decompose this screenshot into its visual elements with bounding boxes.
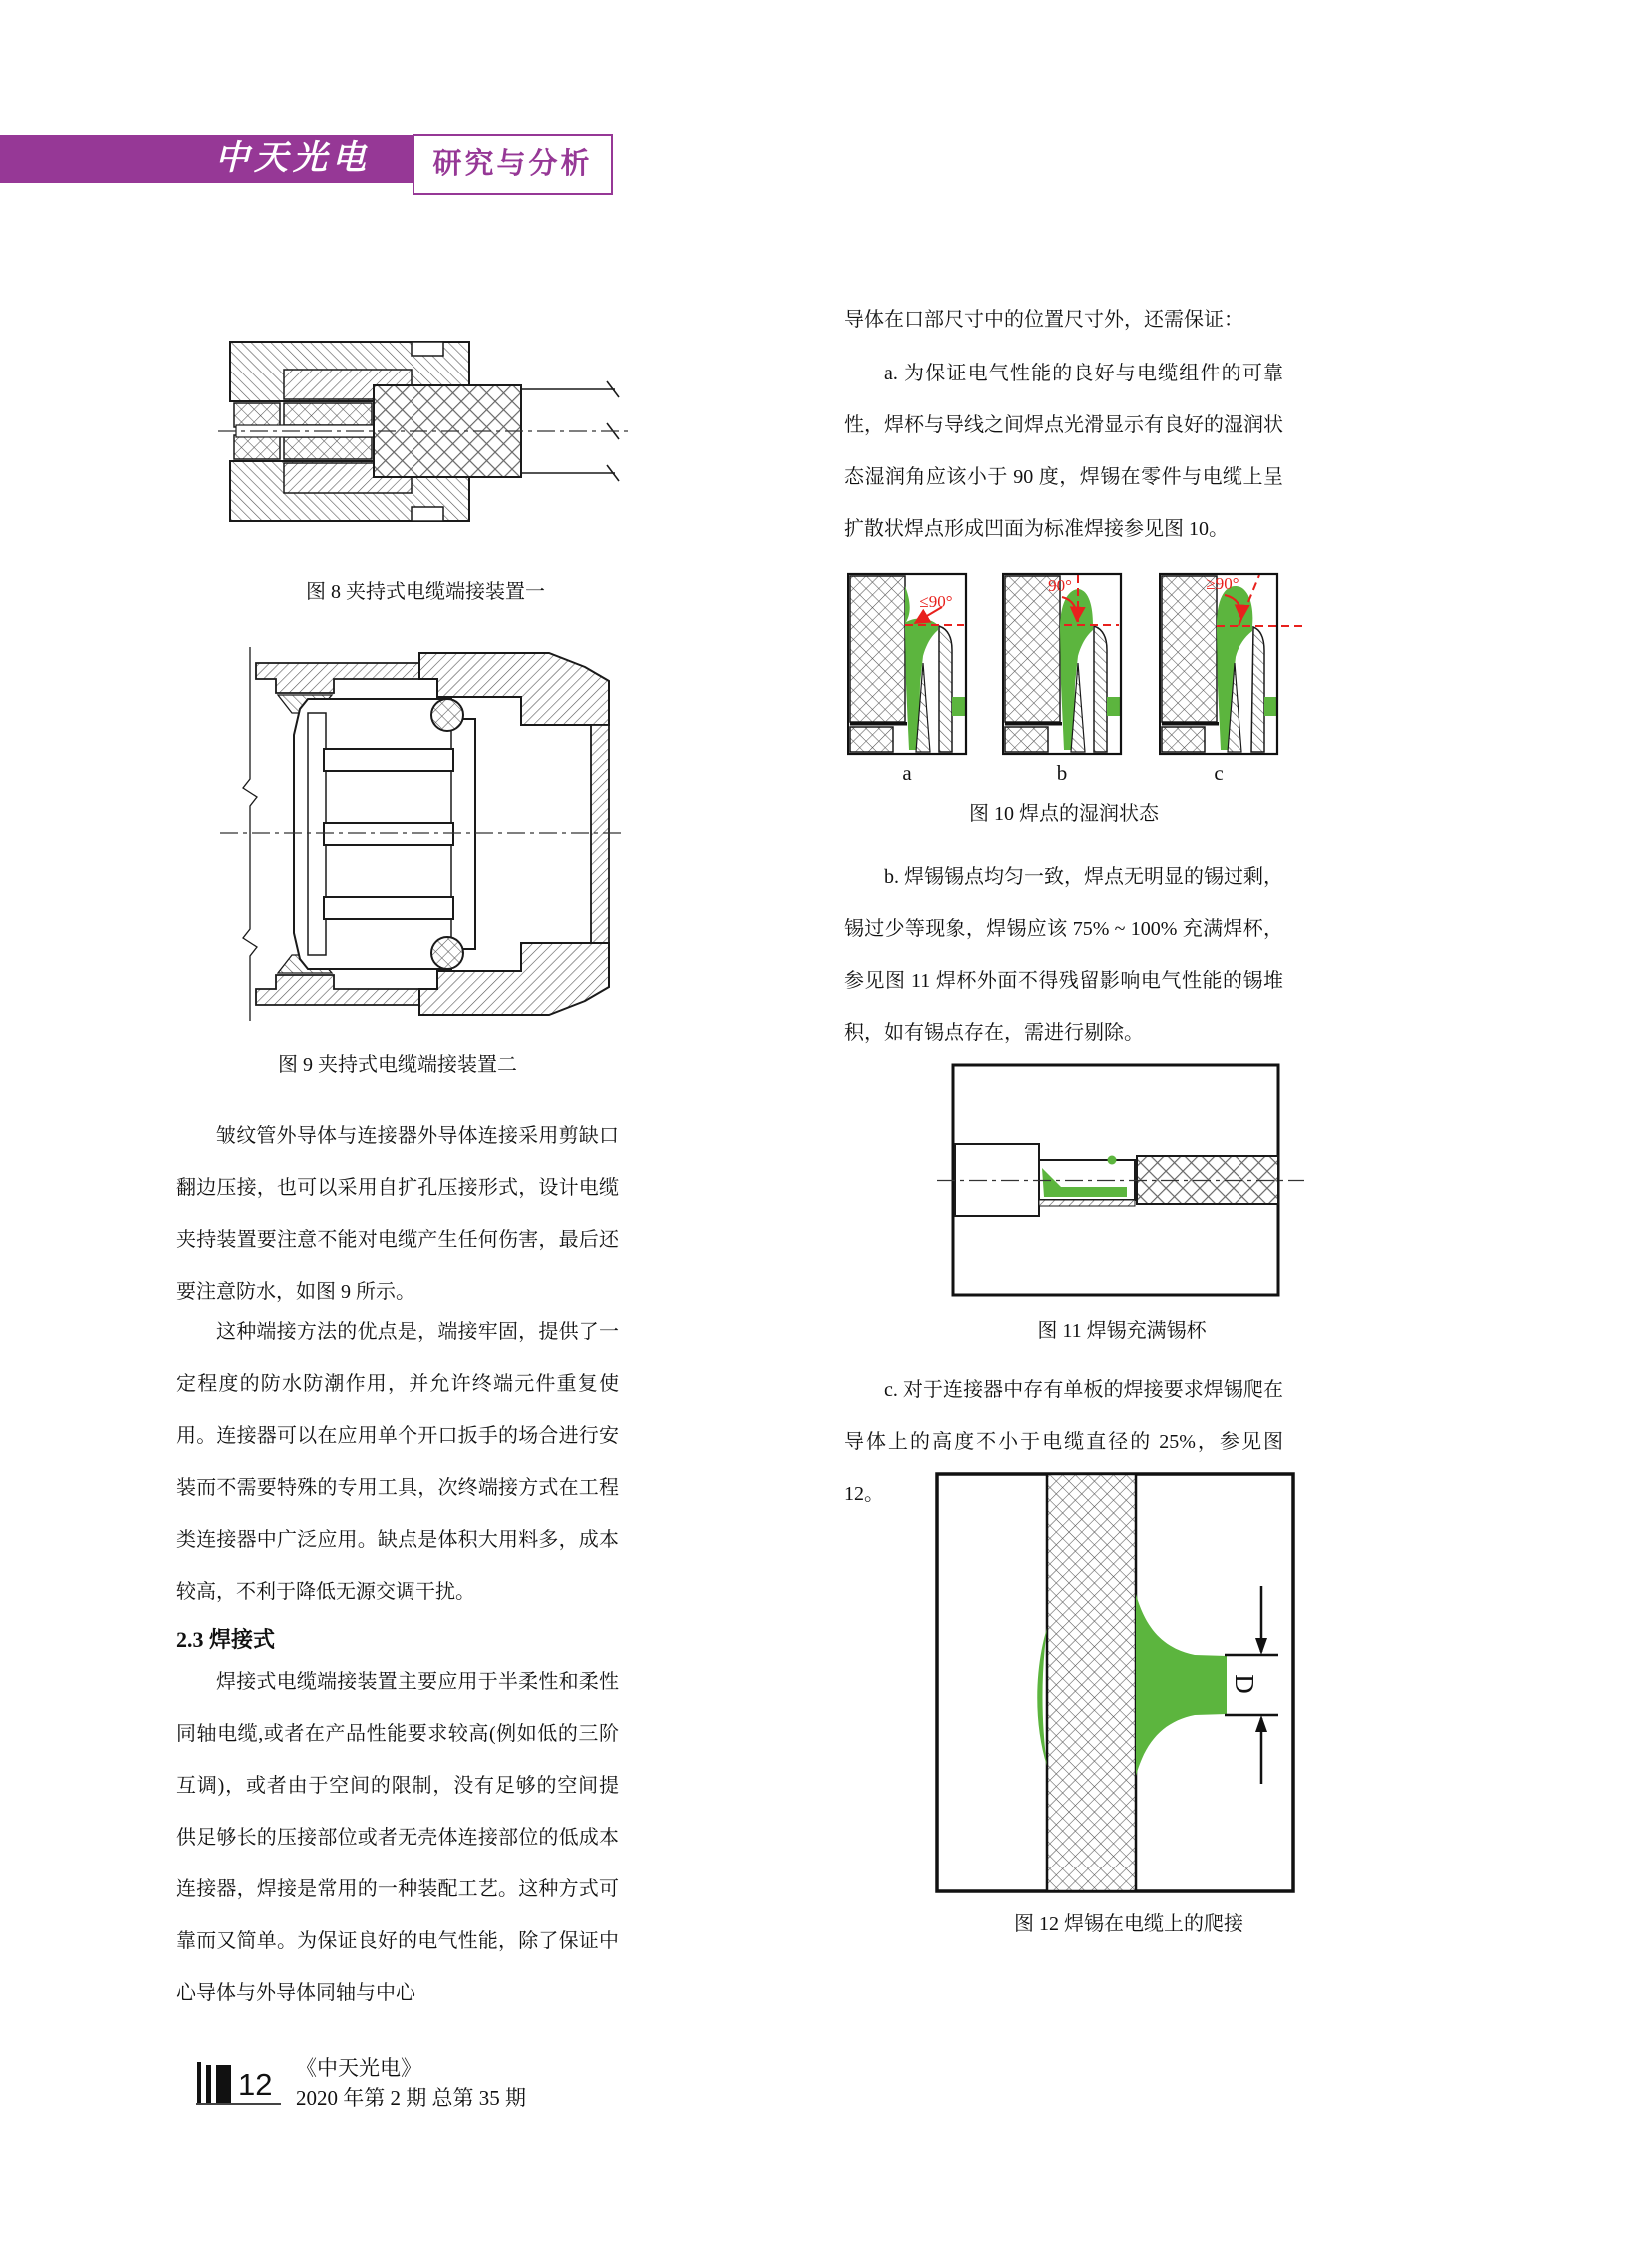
header-brand-bar <box>0 135 413 183</box>
paragraph-continued: 导体在口部尺寸中的位置尺寸外，还需保证： <box>844 309 1243 331</box>
angle-label-a: ≤90° <box>919 592 953 611</box>
footer-bars-icon <box>216 2065 231 2104</box>
figure-9-caption: 图 9 夹持式电缆端接装置二 <box>278 1054 517 1076</box>
journal-logo: 中天光电 <box>215 140 371 177</box>
paragraph-item-a: a. 为保证电气性能的良好与电缆组件的可靠性，焊杯与导线之间焊点光滑显示有良好的湿润状态湿润角应该小于 90 度，焊锡在零件与电缆上呈扩散状焊点形成凹面为标准焊接参见图 10。 <box>844 363 1283 540</box>
figure-11-drawing <box>937 1061 1306 1305</box>
paragraph-clamp-termination: 皱纹管外导体与连接器外导体连接采用剪缺口翻边压接，也可以采用自扩孔压接形式，设计电缆夹持装置要注意不能对电缆产生任何伤害，最后还要注意防水，如图 9 所示。 <box>176 1125 619 1303</box>
panel-label-a: a <box>902 761 912 785</box>
figure-10-panel-a <box>847 569 997 757</box>
figure-10-panel-c <box>1159 569 1308 757</box>
footer-journal-name: 《中天光电》 <box>296 2056 421 2080</box>
paragraph-clamp-advantages: 这种端接方法的优点是，端接牢固，提供了一定程度的防水防潮作用，并允许终端元件重复使用。连接器可以在应用单个开口扳手的场合进行安装而不需要特殊的专用工具，次终端接方式在工程类连接器中广泛应用。缺点是体积大用料多，成本较高，不利于降低无源交调干扰。 <box>176 1321 619 1603</box>
paragraph-solder-type: 焊接式电缆端接装置主要应用于半柔性和柔性同轴电缆,或者在产品性能要求较高(例如低的三阶互调)，或者由于空间的限制，没有足够的空间提供足够长的压接部位或者无壳体连接部位的低成本连接器，焊接是常用的一种装配工艺。这种方式可靠而又简单。为保证良好的电气性能，除了保证中心导体与外导体同轴与中心 <box>176 1671 619 2004</box>
section-heading-2-3: 2.3 焊接式 <box>176 1627 276 1652</box>
angle-label-b: 90° <box>1048 576 1072 595</box>
section-tab-label: 研究与分析 <box>432 148 593 180</box>
paragraph-item-c: c. 对于连接器中存有单板的焊接要求焊锡爬在导体上的高度不小于电缆直径的 25%，参见图 12。 <box>844 1379 1283 1505</box>
section-tab <box>413 134 613 195</box>
figure-11-caption: 图 11 焊锡充满锡杯 <box>1037 1320 1207 1342</box>
footer-issue-info: 2020 年第 2 期 总第 35 期 <box>296 2086 526 2110</box>
footer-divider <box>196 2103 281 2105</box>
panel-label-b: b <box>1056 761 1068 785</box>
figure-10-panel-b <box>1002 569 1152 757</box>
figure-12-drawing <box>929 1468 1328 1899</box>
figure-12-caption: 图 12 焊锡在电缆上的爬接 <box>1014 1913 1243 1935</box>
figure-8-drawing <box>216 308 635 553</box>
footer-bars-icon <box>206 2065 211 2104</box>
figure-9-drawing <box>220 633 624 1035</box>
angle-label-c: ≥90° <box>1206 574 1239 593</box>
page-number: 12 <box>238 2067 273 2102</box>
panel-label-c: c <box>1214 761 1224 785</box>
footer-bars-icon <box>197 2062 201 2104</box>
figure-8-caption: 图 8 夹持式电缆端接装置一 <box>306 581 545 603</box>
dimension-label-d: D <box>1229 1674 1259 1694</box>
figure-10-caption: 图 10 焊点的湿润状态 <box>969 803 1159 825</box>
paragraph-item-b: b. 焊锡锡点均匀一致，焊点无明显的锡过剩，锡过少等现象，焊锡应该 75% ~ 100% 充满焊杯，参见图 11 焊杯外面不得残留影响电气性能的锡堆积，如有锡点存在，需进行剔除。 <box>844 866 1283 1044</box>
